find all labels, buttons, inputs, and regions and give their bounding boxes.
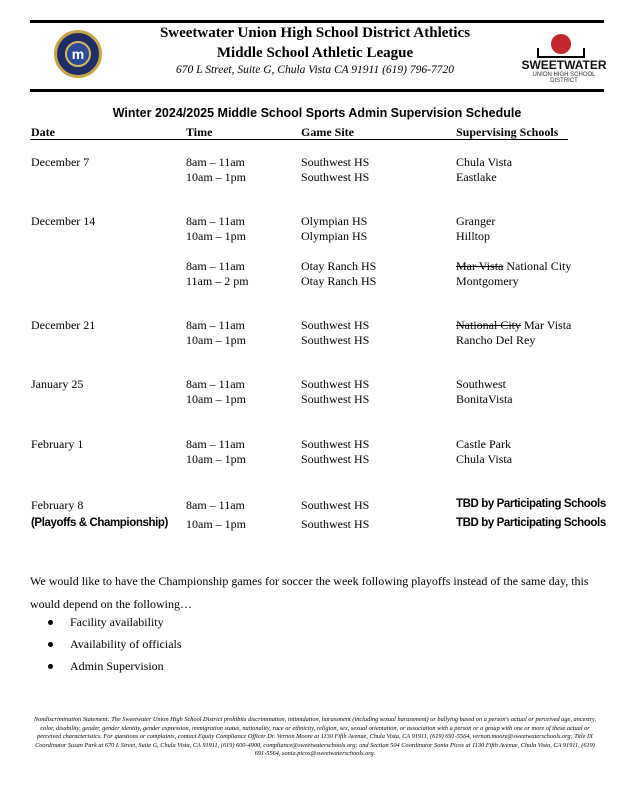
- column-header-rule: [30, 139, 568, 140]
- schedule-time-cell: 10am – 1pm: [186, 333, 246, 347]
- schedule-school-cell: TBD by Participating Schools: [456, 517, 606, 529]
- schedule-time-cell: 8am – 11am: [186, 377, 245, 391]
- schedule-school-cell: Castle Park: [456, 437, 511, 451]
- schedule-date-cell: February 8: [31, 498, 84, 512]
- struck-school-name: Mar Vista: [456, 259, 504, 273]
- schedule-time-cell: 8am – 11am: [186, 259, 245, 273]
- schedule-time-cell: 11am – 2 pm: [186, 274, 249, 288]
- schedule-school-cell: Hilltop: [456, 229, 491, 243]
- schedule-site-cell: Southwest HS: [301, 517, 370, 531]
- column-header-time: Time: [186, 125, 213, 139]
- schedule-school-cell: BonitaVista: [456, 392, 513, 406]
- schedule-site-cell: Olympian HS: [301, 229, 368, 243]
- schedule-site-cell: Southwest HS: [301, 437, 370, 451]
- schedule-title: Winter 2024/2025 Middle School Sports Admin Supervision Schedule: [112, 106, 522, 120]
- schedule-time-cell: 10am – 1pm: [186, 392, 246, 406]
- schedule-time-cell: 8am – 11am: [186, 155, 245, 169]
- schedule-school-cell: Montgomery: [456, 274, 519, 288]
- header-bottom-rule: [30, 89, 604, 92]
- schedule-site-cell: Southwest HS: [301, 452, 370, 466]
- bullet-icon: [48, 642, 53, 647]
- league-logo-mark: m: [65, 41, 91, 67]
- schedule-date-cell: January 25: [31, 377, 84, 391]
- schedule-time-cell: 8am – 11am: [186, 498, 245, 512]
- schedule-school-cell: Rancho Del Rey: [456, 333, 536, 347]
- schedule-school-cell: [456, 259, 571, 273]
- struck-school-name: National City: [456, 318, 521, 332]
- schedule-school-cell: Eastlake: [456, 170, 497, 184]
- district-title: Sweetwater Union High School District Athletics: [159, 25, 471, 41]
- schedule-site-cell: Southwest HS: [301, 498, 370, 512]
- schedule-site-cell: Southwest HS: [301, 377, 370, 391]
- sweetwater-logo: [521, 32, 607, 84]
- column-header-supervising-schools: Supervising Schools: [456, 125, 559, 139]
- schedule-school-cell: Granger: [456, 214, 496, 228]
- schedule-site-cell: Southwest HS: [301, 155, 370, 169]
- schedule-school-cell: TBD by Participating Schools: [456, 498, 606, 510]
- school-name: Mar Vista: [524, 318, 572, 332]
- schedule-time-cell: 10am – 1pm: [186, 452, 246, 466]
- sweetwater-logo-subtext: UNION HIGH SCHOOL DISTRICT: [532, 72, 596, 84]
- column-header-game-site: Game Site: [301, 125, 354, 139]
- schedule-time-cell: 8am – 11am: [186, 214, 245, 228]
- schedule-time-cell: 10am – 1pm: [186, 170, 246, 184]
- bullet-item: Admin Supervision: [70, 659, 164, 673]
- schedule-school-cell: Southwest: [456, 377, 507, 391]
- schedule-time-cell: 8am – 11am: [186, 318, 245, 332]
- schedule-date-cell: December 14: [31, 214, 96, 228]
- schedule-time-cell: 10am – 1pm: [186, 517, 246, 531]
- schedule-date-cell: December 7: [31, 155, 90, 169]
- book-icon: [537, 48, 585, 58]
- nondiscrimination-statement: Nondiscrimination Statement: The Sweetwater Union High School District prohibits discrimination, intimidation, harassment (including sexual harassment) or bullying based on a person's actual or perceived age, ancestry, color, disability, gender, gender identity, gender expression, immigration status, nationality, race or ethnicity, religion, sex, sexual orientation, or association with a person or a group with one or more of these actual or perceived characteristics. For questions or complaints, contact Equity Compliance Officer Dr. Vernon Moore at 1130 Fifth Avenue, Chula Vista, CA 91911, (619) 691-5564, vernon.moore@sweetwaterschools.org; Title IX Coordinator Susan Park at 670 L Street, Suite G, Chula Vista, CA 91911, (619) 600-4900, compliance@sweetwaterschools.org; and Section 504 Coordinator Sonia Picos at 1130 Fifth Avenue, Chula Vista, CA 91911, (619) 691-5564, sonia.picos@sweetwaterschools.org.: [33, 716, 597, 758]
- header-top-rule: [30, 20, 604, 23]
- league-title: Middle School Athletic League: [216, 45, 414, 61]
- column-header-date: Date: [31, 125, 55, 139]
- schedule-site-cell: Olympian HS: [301, 214, 368, 228]
- school-name: National City: [506, 259, 572, 273]
- schedule-site-cell: Otay Ranch HS: [301, 274, 377, 288]
- schedule-date-cell: February 1: [31, 437, 84, 451]
- schedule-school-cell: Chula Vista: [456, 452, 513, 466]
- schedule-date-cell: (Playoffs & Championship): [31, 517, 168, 529]
- schedule-site-cell: Southwest HS: [301, 333, 370, 347]
- schedule-site-cell: Southwest HS: [301, 392, 370, 406]
- championship-note: We would like to have the Championship games for soccer the week following playoffs instead of the same day, this would depend on the following…: [30, 574, 589, 611]
- bullet-item: Availability of officials: [70, 637, 182, 651]
- bullet-item: Facility availability: [70, 615, 164, 629]
- schedule-time-cell: 10am – 1pm: [186, 229, 246, 243]
- schedule-school-cell: [456, 318, 571, 332]
- schedule-date-cell: December 21: [31, 318, 96, 332]
- bullet-icon: [48, 620, 53, 625]
- sweetwater-logo-text: SWEETWATER: [521, 58, 607, 72]
- schedule-time-cell: 8am – 11am: [186, 437, 245, 451]
- bullet-icon: [48, 664, 53, 669]
- schedule-site-cell: Otay Ranch HS: [301, 259, 377, 273]
- schedule-site-cell: Southwest HS: [301, 318, 370, 332]
- league-logo: [54, 30, 102, 78]
- league-address: 670 L Street, Suite G, Chula Vista CA 91911 (619) 796-7720: [176, 64, 454, 76]
- schedule-school-cell: Chula Vista: [456, 155, 513, 169]
- schedule-site-cell: Southwest HS: [301, 170, 370, 184]
